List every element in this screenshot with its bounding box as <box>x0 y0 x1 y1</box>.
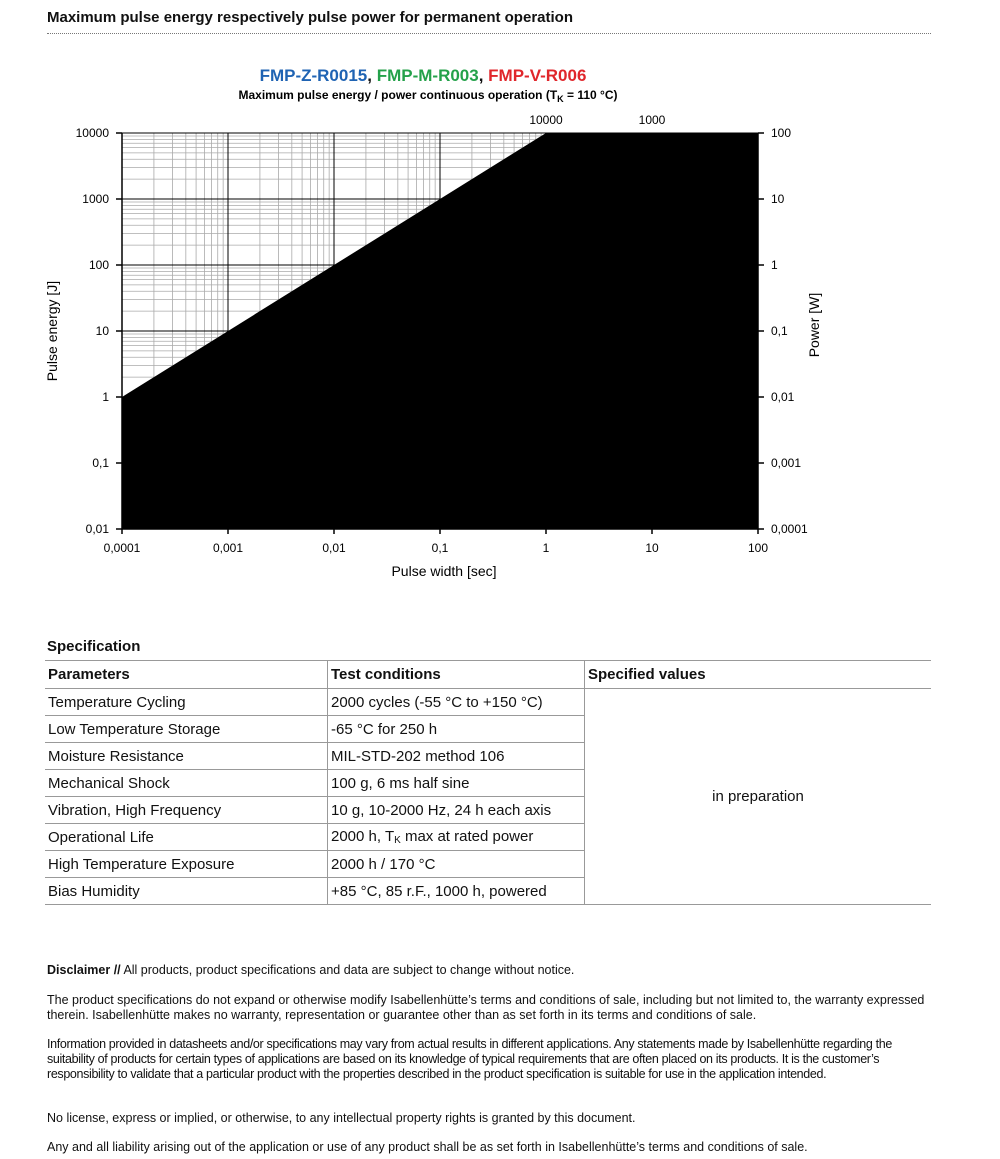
chart-title-part: FMP-M-R003 <box>376 66 479 85</box>
y2-axis-title: Power [W] <box>806 292 822 358</box>
top-label: 10000 <box>529 113 563 127</box>
chart-title <box>260 66 587 85</box>
condition-cell: 10 g, 10-2000 Hz, 24 h each axis <box>328 797 585 824</box>
parameter-cell: High Temperature Exposure <box>45 851 328 878</box>
condition-cell: 2000 h / 170 °C <box>328 851 585 878</box>
y-tick-label: 1 <box>102 390 109 404</box>
x-tick-label: 10 <box>645 541 659 555</box>
condition-cell: +85 °C, 85 r.F., 1000 h, powered <box>328 878 585 905</box>
condition-text: max at rated power <box>400 828 534 845</box>
y-tick-label: 0,1 <box>92 456 109 470</box>
x-tick-label: 0,1 <box>431 541 449 555</box>
y-tick-label: 10 <box>95 324 109 338</box>
chart-title-part: FMP-Z-R0015 <box>259 66 368 85</box>
chart-title-part: FMP-V-R006 <box>488 66 587 85</box>
disclaimer-paragraph-4: No license, express or implied, or otherwise, to any intellectual property rights is granted by this document. <box>47 1111 636 1125</box>
table-row <box>45 689 931 716</box>
x-axis-title: Pulse width [sec] <box>391 563 497 579</box>
y-axis-title: Pulse energy [J] <box>44 280 60 382</box>
parameter-cell: Temperature Cycling <box>45 689 328 716</box>
condition-text: 2000 h, T <box>331 828 395 845</box>
top-label: 1000 <box>638 113 666 127</box>
x-tick-label: 100 <box>747 541 769 555</box>
chart-subtitle <box>238 88 617 104</box>
y-tick-label: 1000 <box>82 192 109 206</box>
condition-cell <box>328 824 585 851</box>
chart-subtitle-part: = 110 °C) <box>563 88 618 102</box>
spec-title: Specification <box>47 638 141 655</box>
chart-title-part: , <box>478 66 489 85</box>
y2-tick-label: 0,001 <box>771 456 802 470</box>
y2-tick-label: 0,01 <box>771 390 795 404</box>
disclaimer-line1 <box>47 963 927 978</box>
parameter-cell: Moisture Resistance <box>45 743 328 770</box>
disclaimer-paragraph-2: The product specifications do not expand or otherwise modify Isabellenhütte’s terms and conditions of sale, including but not limited to, the warranty expressed therein. Isabellenhütte makes no warranty, representation or guarantee other than as set forth in its terms and conditions of sale. <box>47 993 925 1022</box>
y2-tick-label: 100 <box>771 126 792 140</box>
section-title: Maximum pulse energy respectively pulse power for permanent operation <box>47 9 573 26</box>
chart-subtitle-part: Maximum pulse energy / power continuous operation (T <box>238 88 558 102</box>
condition-cell: -65 °C for 250 h <box>328 716 585 743</box>
parameter-cell: Bias Humidity <box>45 878 328 905</box>
y-tick-label: 10000 <box>75 126 109 140</box>
parameter-cell: Operational Life <box>45 824 328 851</box>
y2-tick-label: 0,0001 <box>771 522 808 536</box>
y2-tick-label: 1 <box>771 258 778 272</box>
disclaimer-label: Disclaimer // <box>47 963 121 977</box>
condition-cell: 100 g, 6 ms half sine <box>328 770 585 797</box>
condition-subscript: K <box>394 835 401 846</box>
parameter-cell: Vibration, High Frequency <box>45 797 328 824</box>
x-tick-label: 0,0001 <box>103 541 141 555</box>
specified-value-cell: in preparation <box>585 689 932 905</box>
disclaimer-text: All products, product specifications and data are subject to change without notice. <box>120 963 575 977</box>
header-specified-values: Specified values <box>585 661 932 689</box>
disclaimer-paragraph-5: Any and all liability arising out of the application or use of any product shall be as set forth in Isabellenhütte’s terms and conditions of sale. <box>47 1140 808 1154</box>
y2-tick-label: 10 <box>771 192 785 206</box>
parameter-cell: Low Temperature Storage <box>45 716 328 743</box>
pulse-energy-chart <box>0 55 1000 595</box>
y2-tick-label: 0,1 <box>771 324 788 338</box>
x-tick-label: 0,01 <box>322 541 346 555</box>
chart-title-part: , <box>367 66 377 85</box>
parameter-cell: Mechanical Shock <box>45 770 328 797</box>
header-test-conditions: Test conditions <box>328 661 585 689</box>
condition-cell: MIL-STD-202 method 106 <box>328 743 585 770</box>
y-tick-label: 100 <box>88 258 109 272</box>
y-tick-label: 0,01 <box>85 522 109 536</box>
dotted-divider <box>47 33 931 34</box>
chart-subtitle-part: K <box>557 94 564 104</box>
header-parameters: Parameters <box>45 661 328 689</box>
x-tick-label: 1 <box>542 541 550 555</box>
disclaimer-paragraph-3: Information provided in datasheets and/or specifications may vary from actual results in different applications. Any statements made by Isabellenhütte regarding the suitability of products for certain types of applications are based on its knowledge of typical requirements that are often placed on its products. It is the customer’s responsibility to validate that a particular product with the properties described in the product specification is suitable for use in the application intended. <box>47 1037 892 1081</box>
condition-cell: 2000 cycles (-55 °C to +150 °C) <box>328 689 585 716</box>
x-tick-label: 0,001 <box>212 541 244 555</box>
spec-header-row <box>45 661 931 689</box>
spec-table <box>45 660 931 905</box>
